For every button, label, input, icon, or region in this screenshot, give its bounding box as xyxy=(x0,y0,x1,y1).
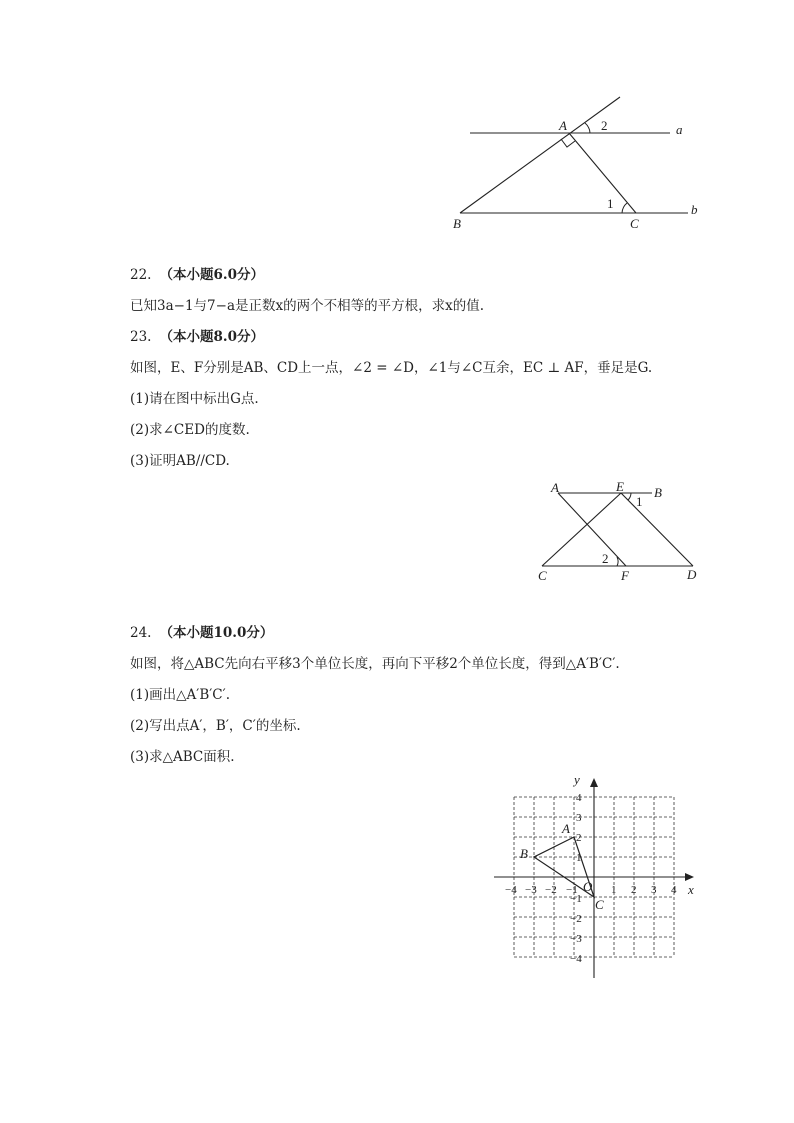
x-axis-arrow xyxy=(685,873,694,881)
line-ED xyxy=(621,493,693,566)
y-tick-label: 2 xyxy=(576,832,582,844)
y-tick-label: 4 xyxy=(576,792,582,804)
label-F: F xyxy=(621,568,629,583)
q23-part-1: (1)请在图中标出G点. xyxy=(130,391,259,407)
label-angle-2: 2 xyxy=(601,118,608,133)
y-tick-label: −4 xyxy=(570,953,582,965)
x-tick-label: −3 xyxy=(525,884,537,896)
x-tick-label: 2 xyxy=(631,884,637,896)
point-label-B: B xyxy=(520,846,528,861)
angle-2-arc xyxy=(585,123,590,133)
label-angle-1: 1 xyxy=(607,196,614,211)
x-tick-label: −1 xyxy=(566,884,578,896)
label-C: C xyxy=(630,216,639,231)
y-tick-label: −3 xyxy=(570,933,582,945)
label-C: C xyxy=(538,568,547,583)
angle-2-arc xyxy=(617,557,618,566)
x-tick-label: 1 xyxy=(611,884,617,896)
line-EC xyxy=(542,493,621,566)
q23-heading xyxy=(130,328,264,346)
label-B: B xyxy=(654,485,662,500)
q23-part-3: (3)证明AB//CD. xyxy=(130,453,230,469)
y-tick-label: 3 xyxy=(576,812,582,824)
q23-points: （本小题8.0分） xyxy=(159,329,264,345)
q24-part-2: (2)写出点A′，B′，C′的坐标. xyxy=(130,718,301,734)
y-tick-label: 1 xyxy=(576,852,582,864)
point-label-C: C xyxy=(595,897,604,912)
label-E: E xyxy=(616,479,624,494)
y-axis-label: y xyxy=(574,772,580,787)
q22-statement: 已知3a−1与7−a是正数x的两个不相等的平方根，求x的值. xyxy=(130,298,485,314)
q23-number: 23. xyxy=(130,329,152,345)
point-label-A: A xyxy=(562,821,570,836)
q24-part-1: (1)画出△A′B′C′. xyxy=(130,687,230,703)
right-angle-mark xyxy=(561,139,575,147)
angle-1-arc xyxy=(628,493,631,500)
label-A: A xyxy=(559,118,567,133)
x-axis-label: x xyxy=(688,882,694,897)
label-A: A xyxy=(551,480,559,495)
q24-points: （本小题10.0分） xyxy=(159,625,274,641)
figure-coordinate-grid xyxy=(480,770,710,985)
q23-statement: 如图，E、F分别是AB、CD上一点，∠2 = ∠D，∠1与∠C互余，EC ⊥ AF，垂足是G. xyxy=(130,360,653,376)
line-AF xyxy=(558,493,626,566)
x-tick-label: −2 xyxy=(545,884,557,896)
q24-statement: 如图，将△ABC先向右平移3个单位长度，再向下平移2个单位长度，得到△A′B′C′. xyxy=(130,656,620,672)
angle-1-arc xyxy=(622,203,627,213)
figure-q23 xyxy=(530,476,710,591)
q24-number: 24. xyxy=(130,625,152,641)
y-tick-label: −2 xyxy=(570,913,582,925)
q23-part-2: (2)求∠CED的度数. xyxy=(130,422,250,438)
origin-label: O xyxy=(583,879,593,894)
x-tick-label: −4 xyxy=(505,884,517,896)
q22-points: （本小题6.0分） xyxy=(159,267,264,283)
label-angle-2: 2 xyxy=(602,551,609,566)
q24-heading xyxy=(130,624,273,642)
label-angle-1: 1 xyxy=(636,494,643,509)
q24-part-3: (3)求△ABC面积. xyxy=(130,749,235,765)
label-b: b xyxy=(691,202,698,217)
line-ac xyxy=(569,133,636,213)
q22-number: 22. xyxy=(130,267,152,283)
label-B: B xyxy=(453,216,461,231)
label-a: a xyxy=(676,122,683,137)
y-axis-arrow xyxy=(590,778,598,787)
line-ba-extended xyxy=(460,97,620,213)
x-tick-label: 3 xyxy=(651,884,657,896)
x-tick-label: 4 xyxy=(671,884,677,896)
label-D: D xyxy=(687,567,697,582)
y-tick-label: −1 xyxy=(570,893,582,905)
q22-heading xyxy=(130,266,264,284)
figure-parallel-lines-ab xyxy=(440,90,720,240)
